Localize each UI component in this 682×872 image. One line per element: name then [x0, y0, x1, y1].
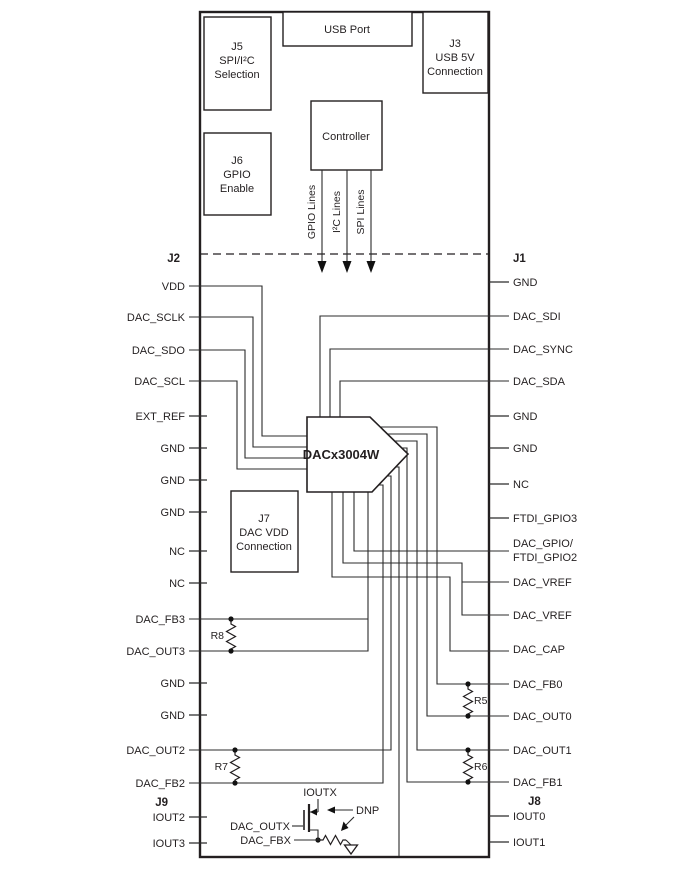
spi-arrow-icon [367, 261, 376, 273]
wire-dac-sclk [189, 317, 307, 447]
resistor-r5 [464, 684, 473, 716]
pin-label: IOUT1 [513, 837, 546, 849]
resistor-r6 [464, 750, 473, 782]
r6-label: R6 [474, 761, 488, 773]
pin-label: NC [169, 546, 185, 558]
resistors [227, 619, 473, 783]
pin-label: DAC_FB3 [135, 614, 185, 626]
j1-header-label: J1 [513, 253, 526, 265]
pin-label: DAC_SCL [134, 376, 185, 388]
left-pin-labels [126, 281, 185, 850]
pin-label: GND [160, 710, 185, 722]
wire-dac-sync [330, 349, 509, 417]
pin-label: DAC_OUT3 [126, 646, 185, 658]
pin-label: DAC_VREF [513, 610, 572, 622]
resistor-r8 [227, 619, 236, 651]
j3-label-1: J3 [449, 38, 461, 50]
pin-label: DAC_FB0 [513, 679, 563, 691]
wire-dac-out0 [387, 434, 509, 716]
pin-label: GND [160, 475, 185, 487]
right-pin-labels [513, 277, 577, 849]
dac-outx-label: DAC_OUTX [230, 821, 290, 833]
dac-fbx-label: DAC_FBX [240, 835, 291, 847]
r7-label: R7 [214, 761, 228, 773]
i2c-lines-label: I²C Lines [331, 190, 343, 234]
pin-label: NC [169, 578, 185, 590]
wire-dac-scl [189, 381, 307, 469]
pin-label: DAC_GPIO/ [513, 538, 573, 550]
pin-label: DAC_FB1 [513, 777, 563, 789]
gpio-lines-label: GPIO Lines [306, 184, 318, 240]
pin-label: IOUT2 [152, 812, 185, 824]
wire-vdd [189, 286, 307, 436]
pin-label: GND [513, 443, 538, 455]
ioutx-label: IOUTX [303, 787, 337, 799]
r8-label: R8 [210, 630, 224, 642]
pin-label: DAC_OUT1 [513, 745, 572, 757]
chip-top-wires [320, 316, 509, 417]
pin-label: DAC_SDO [131, 345, 185, 357]
j5-label-3: Selection [214, 69, 260, 81]
pin-label: NC [513, 479, 529, 491]
pin-label: DAC_OUT0 [513, 711, 572, 723]
j2-input-wires [189, 286, 307, 469]
usb-port-label: USB Port [324, 24, 370, 36]
pin-label: DAC_OUT2 [126, 745, 185, 757]
j8-header-label: J8 [528, 796, 541, 808]
wire-dac-out1 [394, 441, 509, 750]
wire-dac-sdi [320, 316, 509, 417]
left-pin-stubs [189, 416, 207, 843]
j6-label-3: Enable [219, 183, 255, 195]
pin-label: DAC_CAP [513, 644, 565, 656]
wire-dac-cap [332, 492, 509, 651]
pin-label: GND [513, 277, 538, 289]
j2-header-label: J2 [167, 253, 180, 265]
pin-label: GND [160, 678, 185, 690]
j3-label-2: USB 5V [435, 52, 475, 64]
pin-label: DAC_SYNC [513, 344, 573, 356]
j6-label-2: GPIO [223, 169, 251, 181]
pin-label: EXT_REF [135, 411, 185, 423]
ground-icon [345, 845, 358, 854]
pin-label: VDD [161, 281, 185, 293]
pin-label: IOUT3 [152, 838, 185, 850]
gpio-arrow-icon [318, 261, 327, 273]
pin-label: DAC_VREF [513, 577, 572, 589]
wire-dac-gpio [354, 492, 509, 551]
junction-dots [228, 616, 470, 842]
controller-bus-lines [306, 170, 376, 273]
j9-header-label: J9 [155, 797, 168, 809]
j5-label-1: J5 [231, 41, 243, 53]
pin-label: FTDI_GPIO2 [513, 552, 578, 564]
j7-label-2: DAC VDD [239, 527, 289, 539]
dnp-resistor [320, 836, 346, 845]
pin-label: GND [160, 443, 185, 455]
spi-lines-label: SPI Lines [355, 189, 367, 235]
pin-label: IOUT0 [513, 811, 546, 823]
mosfet-arrow-icon [310, 809, 317, 816]
controller-label: Controller [322, 131, 370, 143]
pin-label: DAC_SDI [513, 311, 561, 323]
dnp-label: DNP [356, 805, 380, 817]
pin-label: FTDI_GPIO3 [513, 513, 578, 525]
j7-label-1: J7 [258, 513, 270, 525]
wire-gnd-rail [396, 467, 399, 856]
ground-lead [346, 840, 351, 845]
right-pin-stubs [489, 282, 509, 842]
j7-label-3: Connection [236, 541, 292, 553]
pin-label: GND [513, 411, 538, 423]
i2c-arrow-icon [343, 261, 352, 273]
j6-label-1: J6 [231, 155, 243, 167]
j3-label-3: Connection [427, 66, 483, 78]
dnp-arrow1-icon [327, 807, 335, 814]
mosfet-leads [309, 799, 318, 840]
output-dnp-circuit [230, 787, 379, 854]
pin-label: GND [160, 507, 185, 519]
dac-chip-label: DACx3004W [302, 447, 380, 462]
wire-dac-sdo [189, 350, 307, 458]
pin-label: DAC_SDA [513, 376, 565, 388]
r5-label: R5 [474, 695, 488, 707]
resistor-r7 [231, 750, 240, 783]
pin-label: DAC_SCLK [126, 312, 185, 324]
j5-label-2: SPI/I²C [219, 55, 255, 67]
wire-dac-sda [340, 381, 509, 417]
pin-label: DAC_FB2 [135, 778, 185, 790]
